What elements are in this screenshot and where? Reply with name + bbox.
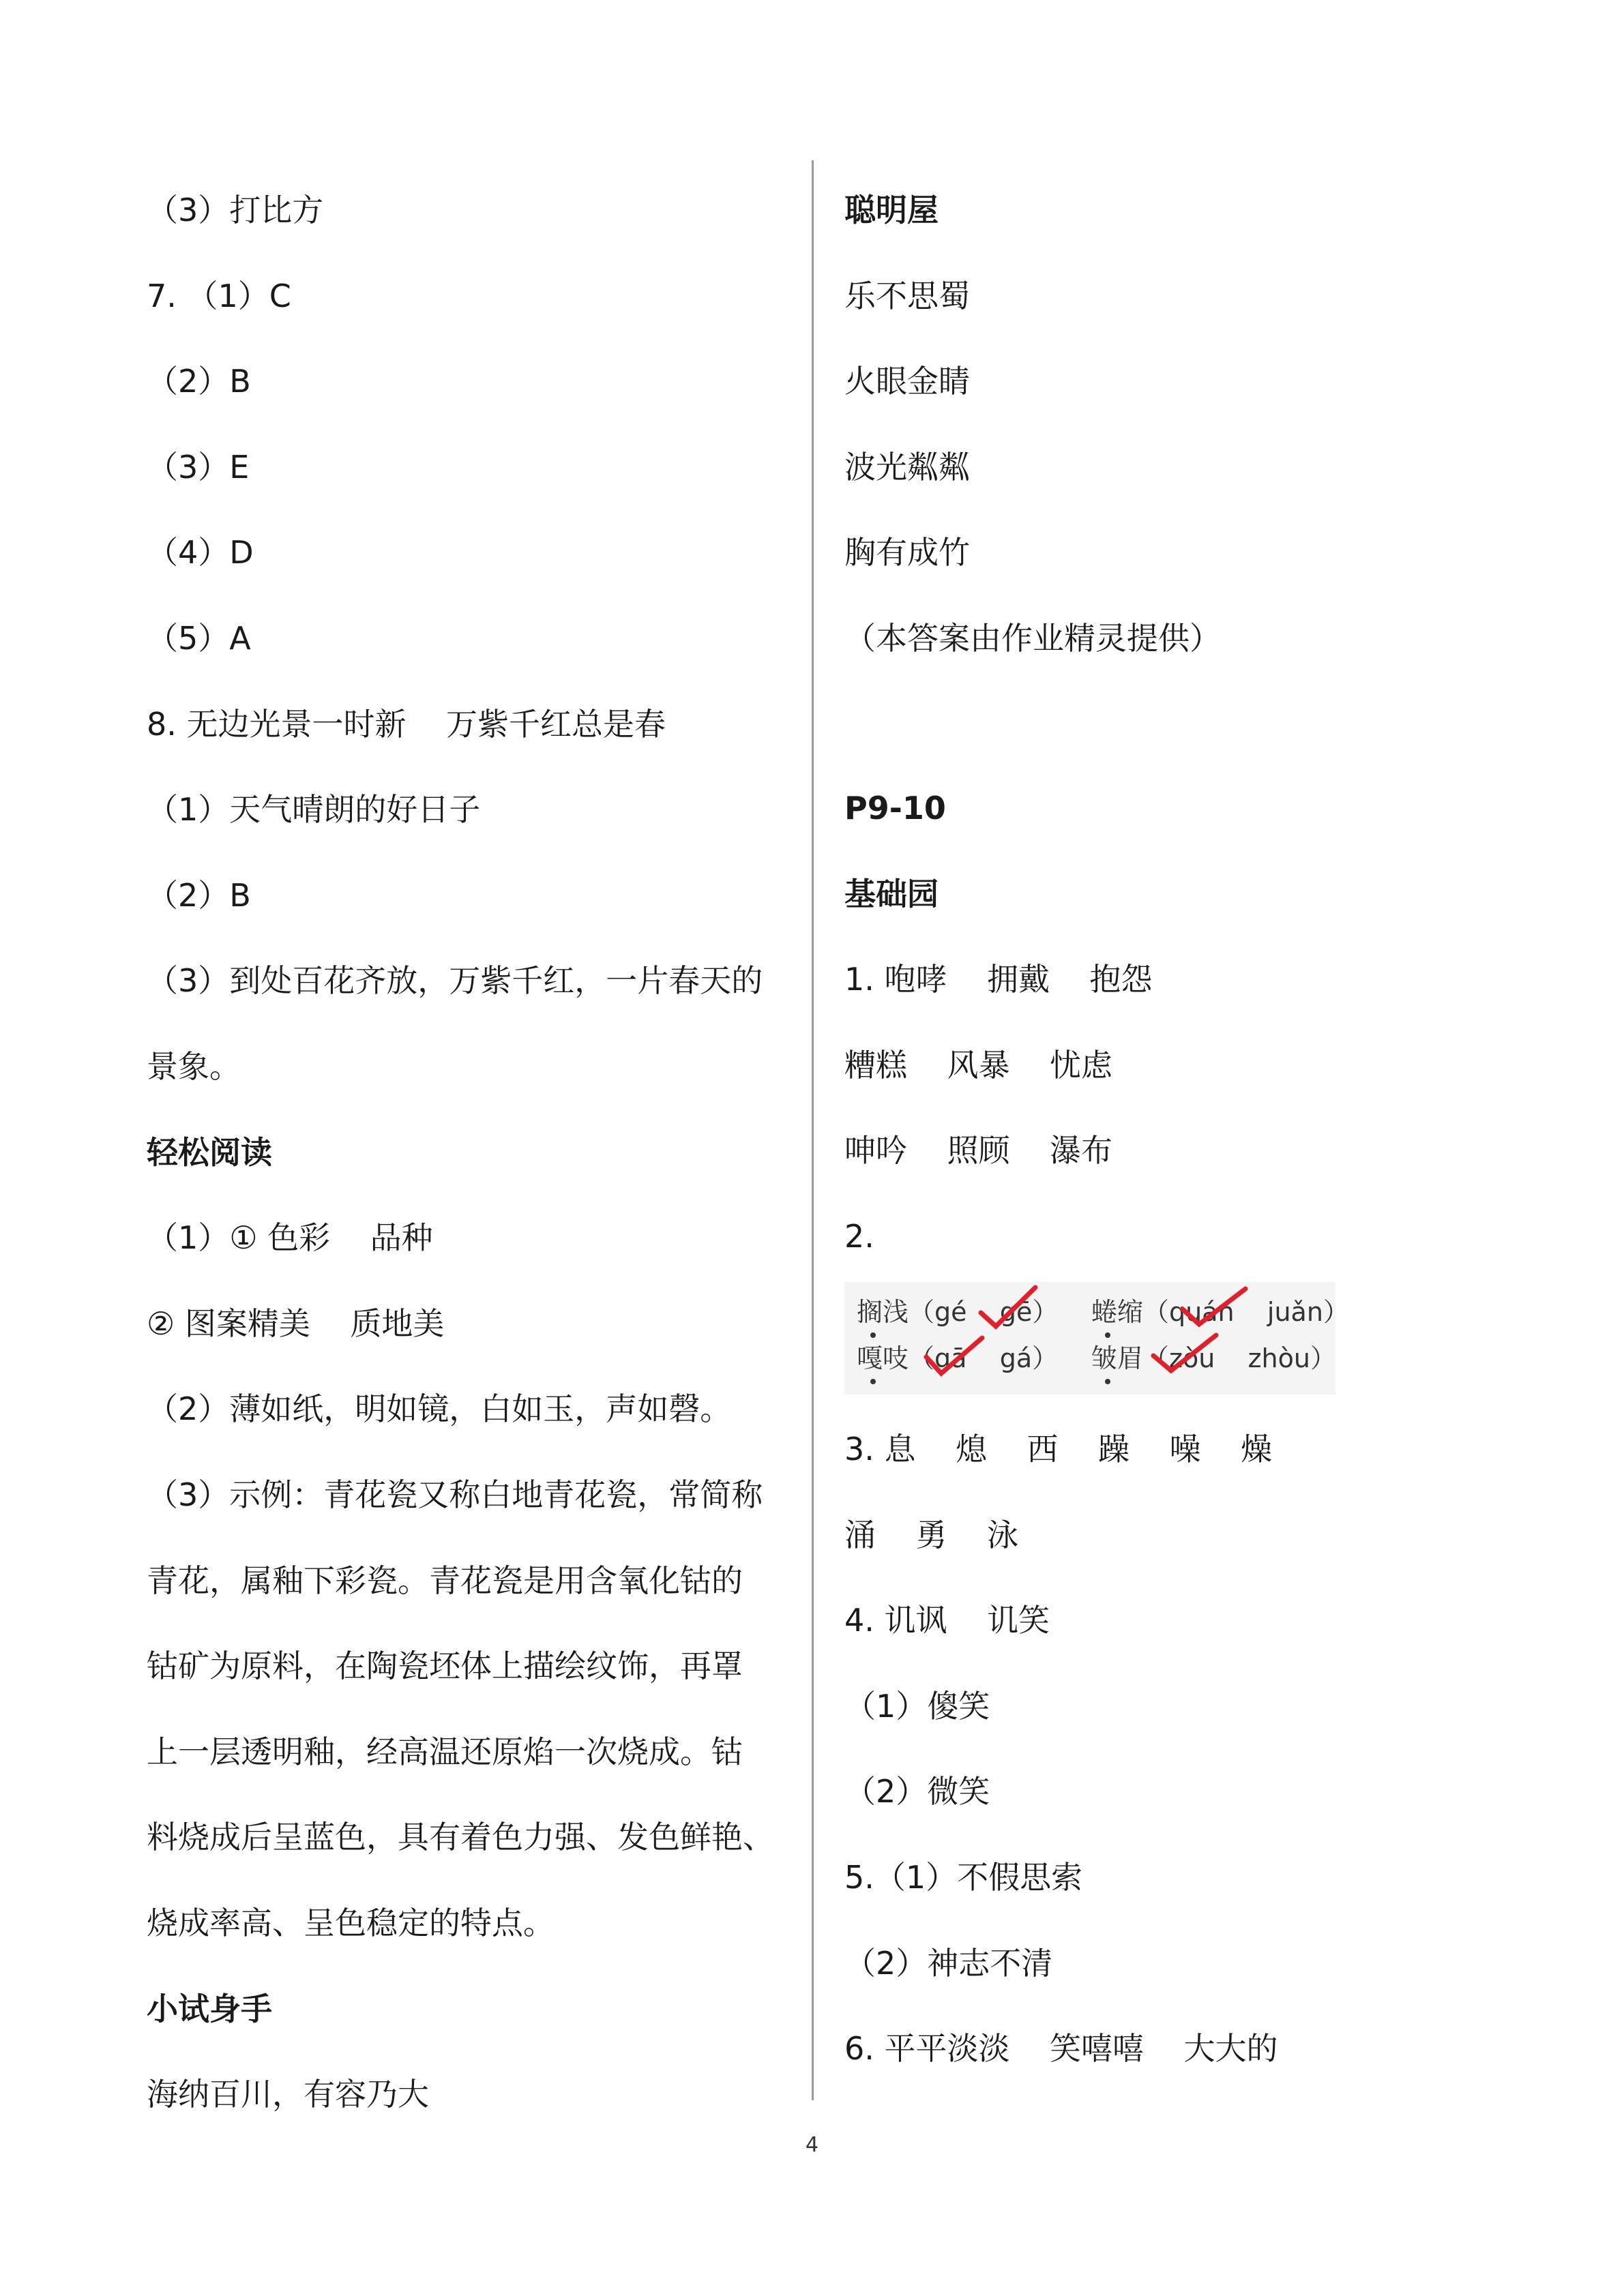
answer-line: 6. 平平淡淡 笑嘻嘻 大大的 <box>844 2030 1278 2068</box>
emphasis-dot <box>870 1332 876 1338</box>
section-heading: 轻松阅读 <box>147 1133 272 1171</box>
answer-line: 青花，属釉下彩瓷。青花瓷是用含氧化钴的 <box>147 1562 743 1599</box>
page-number: 4 <box>805 2133 819 2157</box>
pinyin-item-4: 皱眉（zòu zhòu） <box>1091 1343 1336 1373</box>
check-mark-icon <box>919 1331 988 1386</box>
check-mark-icon <box>1148 1328 1223 1383</box>
answer-line: 4. 讥讽 讥笑 <box>844 1602 1050 1639</box>
answer-line: 料烧成后呈蓝色，具有着色力强、发色鲜艳、 <box>147 1819 774 1856</box>
answer-line: 7. （1）C <box>147 277 291 314</box>
answer-line: 波光粼粼 <box>844 448 970 486</box>
answer-line: ② 图案精美 质地美 <box>147 1304 445 1342</box>
answer-line: （4）D <box>147 534 254 571</box>
answer-line: （2）B <box>147 363 251 400</box>
answer-line: （1）傻笑 <box>844 1687 990 1725</box>
answer-line: 火眼金睛 <box>844 363 970 400</box>
answer-line: （1）天气晴朗的好日子 <box>147 791 481 829</box>
answer-line: 烧成率高、呈色稳定的特点。 <box>147 1905 555 1941</box>
answer-line: （2）神志不清 <box>844 1944 1053 1982</box>
pinyin-item-1: 搁浅（gé gē） <box>857 1297 1059 1327</box>
answer-line: （3）到处百花齐放，万紫千红，一片春天的 <box>147 962 763 1000</box>
answer-line: （2）B <box>147 876 251 914</box>
answer-line: 乐不思蜀 <box>844 277 970 314</box>
answer-line: （2）薄如纸，明如镜，白如玉，声如磬。 <box>147 1390 732 1428</box>
answer-line: 5.（1）不假思索 <box>844 1859 1083 1896</box>
answer-line: （2）微笑 <box>844 1773 990 1810</box>
answer-line: （3）E <box>147 448 250 486</box>
check-mark-icon <box>974 1282 1042 1337</box>
section-heading: P9-10 <box>844 790 946 826</box>
answer-line: 涌 勇 泳 <box>844 1516 1018 1553</box>
answer-line: 上一层透明釉，经高温还原焰一次烧成。钴 <box>147 1733 743 1770</box>
answer-line: 3. 息 熄 西 躁 噪 燥 <box>844 1431 1272 1467</box>
answer-line: （3）打比方 <box>147 192 324 228</box>
answer-line: 钴矿为原料，在陶瓷坯体上描绘纹饰，再罩 <box>147 1648 743 1685</box>
pinyin-answer-image <box>844 1282 1349 1395</box>
answer-line: （3）示例：青花瓷又称白地青花瓷，常简称 <box>147 1476 763 1513</box>
answer-line: 糟糕 风暴 忧虑 <box>844 1046 1112 1084</box>
answer-line: （5）A <box>147 620 251 657</box>
answer-line: 2. <box>844 1218 874 1255</box>
answer-line: 1. 咆哮 拥戴 抱怨 <box>844 961 1153 998</box>
emphasis-dot <box>1105 1379 1110 1384</box>
section-heading: 聪明屋 <box>844 192 939 228</box>
answer-line: （1）① 色彩 品种 <box>147 1219 433 1257</box>
pinyin-item-2: 蜷缩（quán juǎn） <box>1091 1297 1349 1327</box>
emphasis-dot <box>1105 1332 1110 1338</box>
answer-line: 胸有成竹 <box>844 534 970 571</box>
pinyin-item-3: 嘎吱（gā gá） <box>857 1343 1059 1373</box>
answer-line: 8. 无边光景一时新 万紫千红总是春 <box>147 705 666 743</box>
answer-line: 景象。 <box>147 1048 241 1085</box>
column-divider <box>812 160 814 2100</box>
emphasis-dot <box>870 1379 876 1384</box>
answer-line: 呻吟 照顾 瀑布 <box>844 1132 1112 1169</box>
section-heading: 基础园 <box>844 875 939 912</box>
section-heading: 小试身手 <box>147 1990 272 2027</box>
answer-line: 海纳百川，有容乃大 <box>147 2076 429 2113</box>
answer-line: （本答案由作业精灵提供） <box>844 620 1221 657</box>
